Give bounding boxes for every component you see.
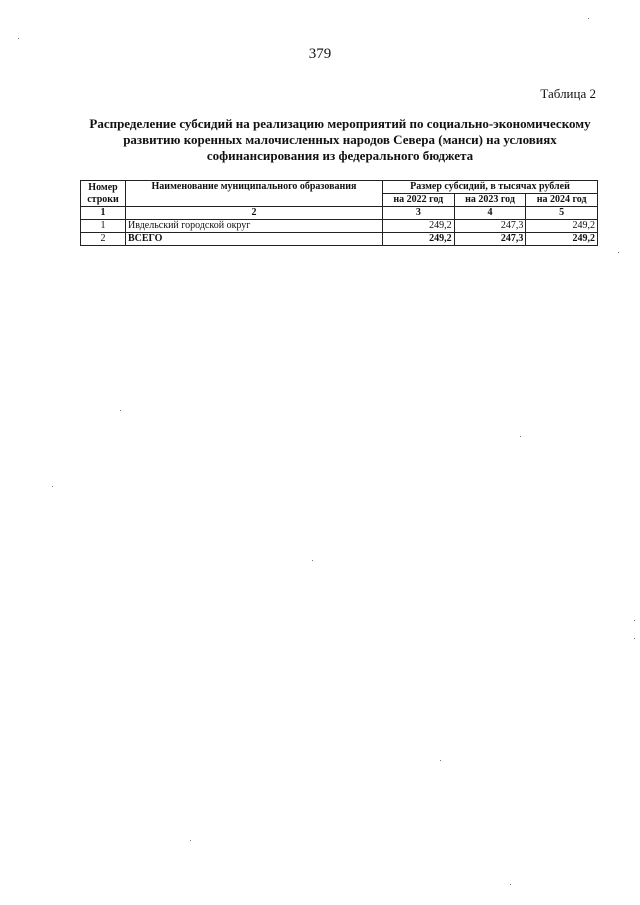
scan-speck <box>634 638 635 639</box>
title-line-2: развитию коренных малочисленных народов Севера (манси) на условиях <box>123 132 557 147</box>
page-number: 379 <box>308 46 332 62</box>
total-2023: 247,3 <box>454 233 526 246</box>
header-municipality: Наименование муниципального образования <box>126 181 383 207</box>
scan-speck <box>52 486 53 487</box>
title-line-1: Распределение субсидий на реализацию мероприятий по социально-экономическому <box>89 116 591 131</box>
header-year-2022: на 2022 год <box>383 194 455 207</box>
header-row-number <box>81 181 126 207</box>
scan-speck <box>634 620 635 621</box>
municipality-name: Ивдельский городской округ <box>126 220 383 233</box>
table-label: Таблица 2 <box>540 86 596 101</box>
column-number-5: 5 <box>526 207 598 220</box>
table-row <box>81 220 598 233</box>
total-2022: 249,2 <box>383 233 455 246</box>
scan-speck <box>18 38 19 39</box>
column-number-2: 2 <box>126 207 383 220</box>
scan-speck <box>190 840 191 841</box>
subsidies-table <box>80 180 598 246</box>
column-number-row <box>81 207 598 220</box>
document-title <box>80 116 600 164</box>
header-year-2024: на 2024 год <box>526 194 598 207</box>
scan-speck <box>618 252 619 253</box>
value-2024: 249,2 <box>526 220 598 233</box>
scan-speck <box>312 560 313 561</box>
header-subsidy-size: Размер субсидий, в тысячах рублей <box>383 181 598 194</box>
row-number: 2 <box>81 233 126 246</box>
value-2023: 247,3 <box>454 220 526 233</box>
scan-speck <box>440 760 441 761</box>
scan-speck <box>120 410 121 411</box>
scan-speck <box>510 884 511 885</box>
header-row-1 <box>81 181 598 194</box>
column-number-4: 4 <box>454 207 526 220</box>
header-year-2023: на 2023 год <box>454 194 526 207</box>
header-row-number-line1: Номер <box>88 181 118 193</box>
row-number: 1 <box>81 220 126 233</box>
title-line-3: софинансирования из федерального бюджета <box>206 148 474 163</box>
column-number-1: 1 <box>81 207 126 220</box>
table-row-total <box>81 233 598 246</box>
header-row-number-line2: строки <box>87 193 119 205</box>
column-number-3: 3 <box>383 207 455 220</box>
value-2022: 249,2 <box>383 220 455 233</box>
total-label: ВСЕГО <box>126 233 383 246</box>
scan-speck <box>588 18 589 19</box>
scan-speck <box>520 436 521 437</box>
total-2024: 249,2 <box>526 233 598 246</box>
